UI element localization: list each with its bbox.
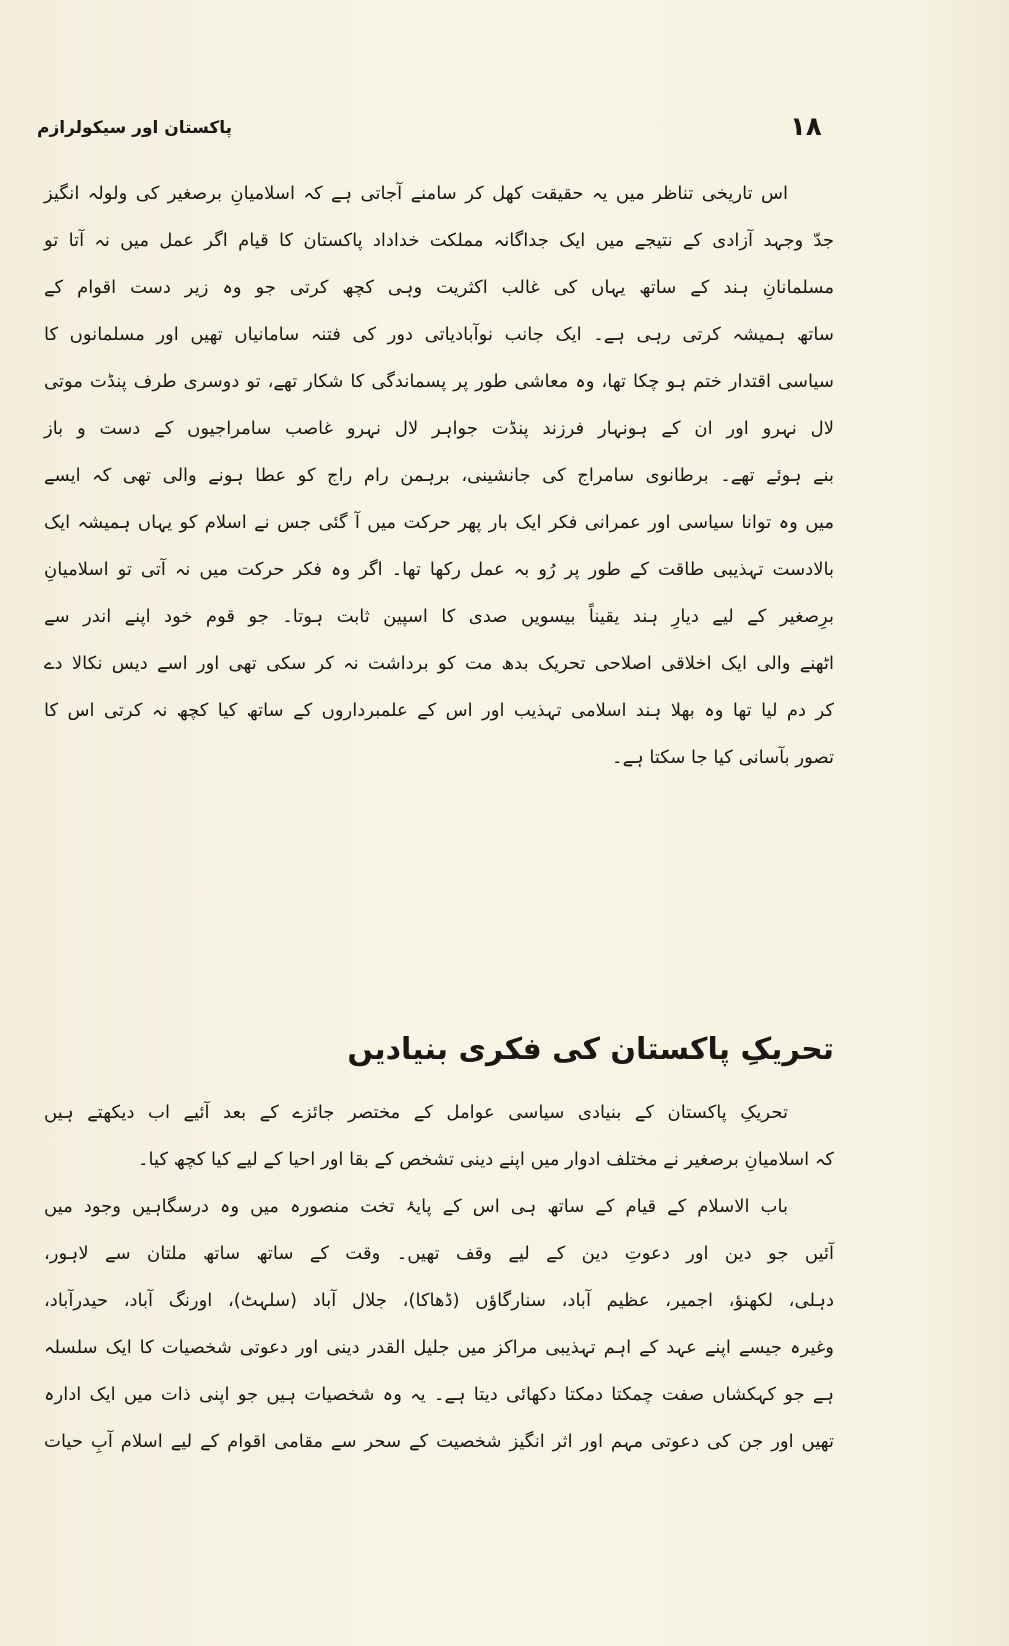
text-line: ساتھ ہمیشہ کرتی رہی ہے۔ ایک جانب نوآبادیاتی دور کی فتنہ سامانیاں تھیں اور مسلمانوں کا [44,324,834,345]
text-line: وغیرہ جیسے اپنے عہد کے اہم تہذیبی مراکز میں جلیل القدر دینی اور دعوتی شخصیات کا ایک سلسلہ [44,1337,834,1358]
text-line: اٹھنے والی ایک اخلاقی اصلاحی تحریک بدھ مت کو برداشت نہ کر سکی تھی اور اسے دیس نکالا دے [44,653,834,674]
text-line: دہلی، لکھنؤ، اجمیر، عظیم آباد، سنارگاؤں (ڈھاکا)، جلال آباد (سلہٹ)، اورنگ آباد، حیدرآباد، [44,1290,834,1311]
text-line: اس تاریخی تناظر میں یہ حقیقت کھل کر سامنے آجاتی ہے کہ اسلامیانِ برصغیر کی ولولہ انگیز [44,183,788,204]
text-line: بالادست تہذیبی طاقت کے طور پر رُو بہ عمل رکھا تھا۔ اگر وہ فکر حرکت میں نہ آتی تو اسلامیانِ [44,559,834,580]
text-line: کر دم لیا تھا وہ بھلا ہند اسلامی تہذیب اور اس کے علمبرداروں کے ساتھ کیا کچھ نہ کرتی اس کا [44,700,834,721]
section-heading: تحریکِ پاکستان کی فکری بنیادیں [347,1032,834,1067]
page-number: ۱۸ [790,112,822,142]
text-line: مسلمانانِ ہند کے ساتھ یہاں کی غالب اکثریت وہی کچھ کرتی جو وہ زیر دست اقوام کے [44,277,834,298]
text-line: تھیں اور جن کی دعوتی مہم اور اثر انگیز شخصیت کے سحر سے مقامی اقوام کے لیے اسلام آبِ حیات [44,1431,834,1452]
text-line: کہ اسلامیانِ برصغیر نے مختلف ادوار میں اپنے دینی تشخص کے بقا اور احیا کے لیے کیا کچھ کیا۔ [138,1149,834,1170]
running-header: پاکستان اور سیکولرازم [37,118,233,138]
text-line: تحریکِ پاکستان کے بنیادی سیاسی عوامل کے مختصر جائزے کے بعد آئیے اب دیکھتے ہیں [44,1102,788,1123]
text-line: بنے ہوئے تھے۔ برطانوی سامراج کی جانشینی، برہمن رام راج کو عطا ہونے والی تھی کہ ایسے [44,465,834,486]
text-line: سیاسی اقتدار ختم ہو چکا تھا، وہ معاشی طور پر پسماندگی کا شکار تھے، تو دوسری طرف پنڈت موتی [44,371,834,392]
text-line: میں وہ توانا سیاسی اور عمرانی فکر ایک بار پھر حرکت میں آ گئی جس نے اسلام کو یہاں ہمیشہ ایک [44,512,834,533]
text-line: باب الاسلام کے قیام کے ساتھ ہی اس کے پایۂ تخت منصورہ میں وہ درسگاہیں وجود میں [44,1196,788,1217]
text-line: برِصغیر کے لیے دیارِ ہند یقیناً بیسویں صدی کا اسپین ثابت ہوتا۔ جو قوم خود اپنے اندر سے [44,606,834,627]
text-line: جدّ وجہد آزادی کے نتیجے میں ایک جداگانہ مملکت خداداد پاکستان کا قیام اگر عمل میں نہ آتا تو [44,230,834,251]
text-line: تصور بآسانی کیا جا سکتا ہے۔ [612,747,834,768]
text-line: آئیں جو دین اور دعوتِ دین کے لیے وقف تھیں۔ وقت کے ساتھ ساتھ ملتان سے لاہور، [44,1243,834,1264]
text-line: لال نہرو اور ان کے ہونہار فرزند پنڈت جواہر لال نہرو غاصب سامراجیوں کے دست و باز [44,418,834,439]
text-line: ہے جو کہکشاں صفت چمکتا دمکتا دکھائی دیتا ہے۔ یہ وہ شخصیات ہیں جو اپنی ذات میں ایک ادارہ [44,1384,834,1405]
